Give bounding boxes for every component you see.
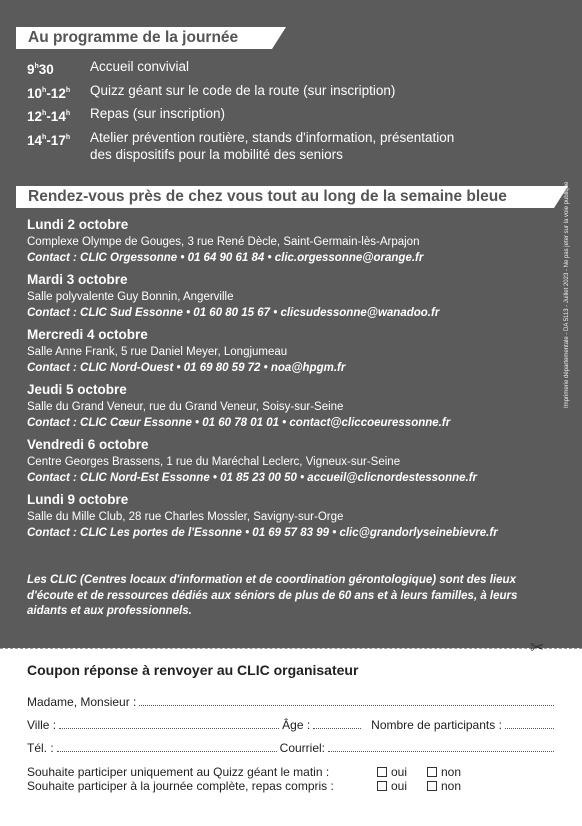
week-title: Rendez-vous près de chez vous tout au long de la semaine bleue	[16, 186, 554, 208]
clic-note: Les CLIC (Centres locaux d'information et de coordination gérontologique) sont des lieux d'écoute et de ressources dédiés aux séniors de plus de 60 ans et à leurs familles, à leurs aidants et aux professionnels.	[27, 574, 518, 617]
event-day: Mercredi 4 octobre	[27, 327, 148, 342]
fullday-yes-option[interactable]: oui	[375, 779, 425, 793]
event-item	[27, 326, 537, 376]
cut-line	[0, 648, 582, 649]
event-list	[27, 216, 537, 546]
schedule-desc: Repas (sur inscription)	[90, 106, 226, 121]
event-item	[27, 436, 537, 486]
schedule-desc: Quizz géant sur le code de la route (sur inscription)	[90, 82, 396, 98]
email-label: Courriel:	[279, 741, 326, 755]
fullday-no-option[interactable]: non	[425, 779, 475, 793]
schedule-time: 14$^h$-17$^h$	[27, 132, 71, 148]
schedule-desc: Accueil convivial	[90, 59, 190, 74]
event-place: Complexe Olympe de Gouges, 3 rue René Dècle, Saint-Germain-lès-Arpajon	[27, 236, 420, 248]
fullday-question: Souhaite participer à la journée complète, repas compris :	[27, 779, 334, 793]
event-item	[27, 271, 537, 321]
event-item	[27, 491, 537, 541]
city-field[interactable]	[59, 727, 279, 729]
checkbox-icon[interactable]	[427, 781, 437, 791]
event-place: Salle du Grand Veneur, rue du Grand Veneur, Soisy-sur-Seine	[27, 401, 344, 413]
city-row	[27, 715, 557, 732]
event-place: Salle polyvalente Guy Bonnin, Angerville	[27, 291, 234, 303]
schedule-list	[27, 58, 470, 166]
checkbox-icon[interactable]	[427, 767, 437, 777]
coupon-title: Coupon réponse à renvoyer au CLIC organisateur	[27, 662, 359, 678]
reply-coupon	[27, 662, 557, 793]
schedule-item	[27, 105, 470, 125]
event-day: Mardi 3 octobre	[27, 272, 128, 287]
schedule-item	[27, 58, 470, 78]
event-contact: Contact : CLIC Nord-Ouest • 01 69 80 59 72 • noa@hpgm.fr	[27, 362, 346, 374]
age-field[interactable]	[313, 727, 361, 729]
name-field[interactable]	[139, 704, 554, 706]
print-mention: Imprimerie départementale - DA 5113 - Juillet 2023 - Ne pas jeter sur la voie publique	[564, 181, 570, 408]
event-place: Salle Anne Frank, 5 rue Daniel Meyer, Longjumeau	[27, 346, 288, 358]
event-item	[27, 381, 537, 431]
program-title: Au programme de la journée	[16, 27, 272, 49]
schedule-item	[27, 82, 470, 102]
name-row	[27, 692, 557, 709]
phone-field[interactable]	[57, 750, 277, 752]
quiz-no-option[interactable]: non	[425, 765, 475, 779]
age-label: Âge :	[282, 718, 311, 732]
quiz-question: Souhaite participer uniquement au Quizz géant le matin :	[27, 765, 330, 779]
event-contact: Contact : CLIC Nord-Est Essonne • 01 85 23 00 50 • accueil@clicnordestessonne.fr	[27, 472, 478, 484]
schedule-item	[27, 129, 470, 163]
event-contact: Contact : CLIC Sud Essonne • 01 60 80 15 67 • clicsudessonne@wanadoo.fr	[27, 307, 440, 319]
checkbox-icon[interactable]	[377, 781, 387, 791]
schedule-time: 12$^h$-14$^h$	[27, 109, 71, 124]
participants-field[interactable]	[505, 727, 554, 729]
event-contact: Contact : CLIC Orgessonne • 01 64 90 61 84 • clic.orgessonne@orange.fr	[27, 252, 424, 264]
city-label: Ville :	[27, 718, 57, 732]
name-label: Madame, Monsieur :	[27, 695, 137, 709]
checkbox-icon[interactable]	[377, 767, 387, 777]
schedule-time: 10$^h$-12$^h$	[27, 85, 71, 101]
schedule-time: 9$^h$30	[27, 62, 54, 77]
event-contact: Contact : CLIC Cœur Essonne • 01 60 78 01 01 • contact@cliccoeuressonne.fr	[27, 417, 451, 429]
event-day: Jeudi 5 octobre	[27, 382, 127, 397]
quiz-question-row	[27, 765, 557, 779]
event-day: Vendredi 6 octobre	[27, 437, 149, 452]
contact-row	[27, 738, 557, 755]
event-day: Lundi 9 octobre	[27, 492, 129, 507]
phone-label: Tél. :	[27, 741, 54, 755]
schedule-desc: Atelier prévention routière, stands d'information, présentation des dispositifs pour la mobilité des seniors	[90, 129, 455, 162]
event-place: Centre Georges Brassens, 1 rue du Maréchal Leclerc, Vigneux-sur-Seine	[27, 456, 401, 468]
scissors-icon: ✂	[530, 638, 545, 657]
fullday-question-row	[27, 779, 557, 793]
email-field[interactable]	[328, 750, 554, 752]
quiz-yes-option[interactable]: oui	[375, 765, 425, 779]
event-item	[27, 216, 537, 266]
event-day: Lundi 2 octobre	[27, 217, 129, 232]
event-contact: Contact : CLIC Les portes de l'Essonne • 01 69 57 83 99 • clic@grandorlyseinebievre.fr	[27, 527, 498, 539]
participants-label: Nombre de participants :	[371, 718, 502, 732]
event-place: Salle du Mille Club, 28 rue Charles Mossler, Savigny-sur-Orge	[27, 511, 344, 523]
